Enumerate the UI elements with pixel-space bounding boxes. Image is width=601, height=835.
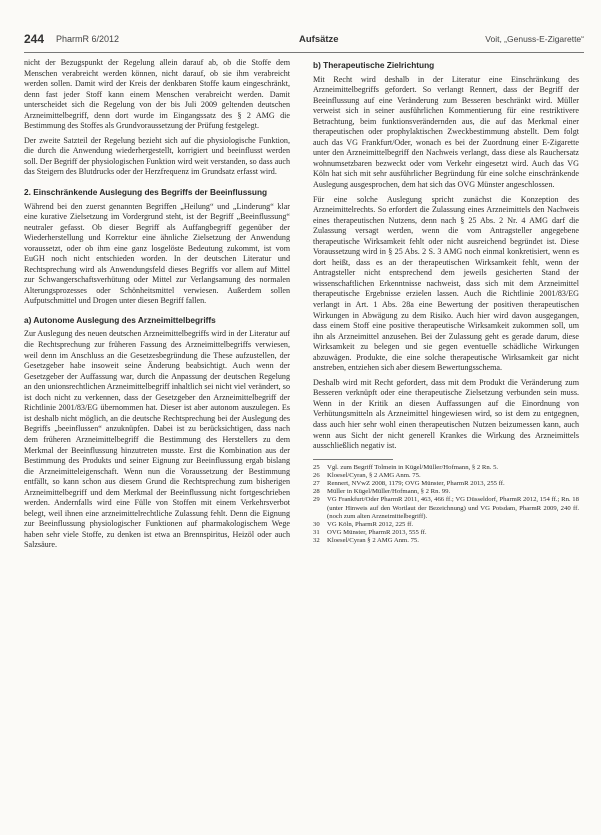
footnote: [313, 496, 579, 521]
footnote-number: 30: [313, 521, 320, 529]
footnote: [313, 529, 579, 537]
footnote-rule: [313, 459, 393, 460]
footnote-number: 28: [313, 488, 320, 496]
footnote-text: OVG Münster, PharmR 2013, 555 ff.: [327, 529, 427, 537]
footnote: [313, 464, 579, 472]
paragraph: Deshalb wird mit Recht gefordert, dass mit dem Produkt die Veränderung zum Besseren verknüpft oder eine therapeutische Zielsetzung verbunden sein muss. Wenn in der Kritik an diesen Auffassungen auf die Einordnung von Verhütungsmitteln als Arzneimittel hingewiesen wird, so ist dem zu entgegnen, dass auch hier sehr wohl einen therapeutischen Nutzen beizumessen kann, auch wenn aus Sicht der nicht generell Krankes die Wirkung des Arzneimittels ausschließlich negativ ist.: [313, 377, 579, 451]
footnote-number: 32: [313, 537, 320, 545]
footnote-number: 31: [313, 529, 320, 537]
footnotes: [313, 464, 579, 546]
footnote-text: VG Köln, PharmR 2012, 225 ff.: [327, 521, 414, 529]
header-rule: [24, 52, 584, 53]
footnote: [313, 488, 579, 496]
footnote-text: Müller in Kügel/Müller/Hofmann, § 2 Rn. 99.: [327, 488, 451, 496]
footnote-text: Rennert, NVwZ 2008, 1179; OVG Münster, PharmR 2013, 255 ff.: [327, 480, 505, 488]
running-title: Voit, „Genuss-E-Zigarette“: [485, 34, 584, 44]
section-heading: 2. Einschränkende Auslegung des Begriffs der Beeinflussung: [24, 187, 268, 198]
footnote: [313, 480, 579, 488]
journal-issue: PharmR 6/2012: [56, 34, 120, 44]
page-header: [24, 30, 584, 48]
paragraph: Während bei den zuerst genannten Begriffen „Heilung“ und „Linderung“ klar eine kurative Zielsetzung im Vordergrund steht, ist der Begriff „Beeinflussung“ neutraler gefasst. Ob dieser Begriff als Auffangbegriff gegenüber der Wiederherstellung und Korrektur eine ähnliche Zielsetzung der Anwendung voraussetzt, oder ob ihm eine ganz losgelöste Bedeutung zukommt, ist vom EuGH noch nicht entschieden worden. In der deutschen Literatur und Rechtsprechung wird als Anwendungsfeld dieses Begriffs vor allem auf Mittel zur Schwangerschaftsverhütung oder Mittel zur Verlangsamung des normalen Alterungsprozesses oder Schönheitsmittel verwiesen. Außerdem sollen Aufputschmittel und Drogen unter diesen Begriff fallen.: [24, 201, 290, 306]
footnote-text: Vgl. zum Begriff Tolmein in Kügel/Müller/Hofmann, § 2 Rn. 5.: [327, 463, 499, 471]
paragraph: Mit Recht wird deshalb in der Literatur eine Einschränkung des Arzneimittelbegriffs gefordert. So verlangt Rennert, dass der Begriff der Beeinflussung auf eine Veränderung zum Besseren beschränkt wird. Müller verweist sich in seiner ausführlichen Kommentierung für eine restriktivere Betrachtung, beim funktionsverändernden aus, die auf das Merkmal einer therapeutischen oder prophylaktischen Zweckbestimmung abstellt. Dem folgt auch das VG Frankfurt/Oder, wonach es bei der Zuordnung einer E-Zigarette unter den Arzneimittelbegriff den Nachweis verlangt, dass diese als Rauchersatz wohnumsetzbaren bezweckt oder vom Verkehr eingesetzt wird. Auch das VG Köln hat sich mit sehr ausführlicher Begründung für eine solche einschränkende Auslegung ausgesprochen, dem hat sich das OVG Münster angeschlossen.: [313, 74, 579, 189]
paragraph: Für eine solche Auslegung spricht zunächst die Konzeption des Arzneimittelrechts. So erfordert die Zulassung eines Arzneimittels den Nachweis eines therapeutischen Nutzens, denn nach § 25 Abs. 2 Nr. 4 AMG darf die Zulassung versagt werden, wenn die vom Antragsteller angegebene therapeutische Wirksamkeit fehlt oder nicht ausreichend begründet ist. Diese Voraussetzung wird in § 25 Abs. 2 S. 3 AMG noch einmal konkretisiert, wenn es dort heißt, dass es an der therapeutischen Wirksamkeit fehlt, wenn der Antragsteller nicht entsprechend dem jeweils gesicherten Stand der wissenschaftlichen Erkenntnisse nachweist, dass sich mit dem Arzneimittel therapeutische Ergebnisse erzielen lassen. Auch die Richtlinie 2001/83/EG verlangt in Art. 1 Abs. 28a eine Bewertung der positiven therapeutischen Wirkungen in Abwägung zu dem Risiko. Auch hier wird davon ausgegangen, dass einem Stoff eine positive therapeutische Wirksamkeit zukommen soll, um ihn als Arzneimittel anzusehen. Bei der Zulassung geht es gerade darum, diese Wirksamkeit zu belegen und sie gegen eventuelle schädliche Wirkungen abzuwägen. Produkte, die eine solche therapeutische Wirksamkeit gar nicht anstreben, entziehen sich aber diesem Bewertungsschema.: [313, 194, 579, 373]
footnote-number: 29: [313, 496, 320, 504]
right-column: [313, 58, 579, 546]
footnote: [313, 472, 579, 480]
subsection-heading: b) Therapeutische Zielrichtung: [313, 60, 435, 70]
paragraph: Zur Auslegung des neuen deutschen Arzneimittelbegriffs wird in der Literatur auf die Rechtsprechung zur früheren Fassung des Arzneimittelbegriffs verwiesen, weil denn im Anschluss an die Gesetzesbegründung die These aufzustellen, der Gesetzgeber habe insoweit seine Änderung beabsichtigt. Auch wenn der Gesetzgeber der Auffassung war, durch die Anpassung der deutschen Regelung an den unionsrechtlichen Arzneimittelbegriff inhaltlich sei nicht viel verändert, so ist doch nicht zu verkennen, dass der Gesetzgeber den Arzneimittelbegriff der Richtlinie 2001/83/EG übernommen hat. Dieser ist aber autonom auszulegen. Es ist deshalb nicht möglich, an die deutsche Rechtsprechung bei der Auslegung des Begriffs „beeinflussen“ anzuknüpfen. Dabei ist zu berücksichtigen, dass nach dem früheren Arzneimittelbegriff die Bestimmung des Herstellers zu dem Merkmal der Beeinflussung hinzutreten musste. Erst die Kombination aus der Bestimmung des Produkts und seiner Eignung zur Beeinflussung ergab bislang die Arzneimitteleigenschaft. Wenn nun die Voraussetzung der Bestimmung entfällt, so kann schon aus diesem Grund die Rechtsprechung zum bisherigen Arzneimittelbegriff und dem Merkmal der Beeinflussung nicht fortgeschrieben werden. Andernfalls wird eine Fülle von Stoffen mit einem Verkehrsverbot belegt, weil ihnen eine arzneimittelrechtliche Zulassung fehlt. Denn die Eignung zur Beeinflussung physiologischer Funktionen auf pharmakologischem Wege haben sehr viele Stoffe, zu denken ist etwa an Brennspiritus, Heizöl oder auch Salzsäure.: [24, 329, 290, 550]
page-number: 244: [24, 32, 45, 46]
footnote: [313, 537, 579, 545]
footnote-number: 25: [313, 463, 320, 471]
footnote-number: 26: [313, 471, 320, 479]
paragraph: nicht der Bezugspunkt der Regelung allein darauf ab, ob die Stoffe dem Menschen verabreicht werden können, nicht darauf, ob sie ihm verabreicht werden sollen. Damit wird der Kreis der denkbaren Stoffe kaum eingeschränkt, denn fast jeder Stoff kann einem Menschen verabreicht werden. Damit unterscheidet sich die Regelung von der bis Juli 2009 geltenden deutschen Arzneimittelbegriff, denn dort wurde im Eingangssatz des § 2 AMG die Bestimmung des Stoffes als Grundvoraussetzung der Prüfung festgelegt.: [24, 58, 290, 131]
footnote-text: Kloesel/Cyran, § 2 AMG Anm. 75.: [327, 471, 421, 479]
footnote-text: VG Frankfurt/Oder PharmR 2011, 463, 466 ff.; VG Düsseldorf, PharmR 2012, 154 ff.; Rn. 18 (unter Hinweis auf den Wortlaut der Bezeichnung) und VG Potsdam, PharmR 2009, 240 ff. (noch zum alten Arzneimittelbegriff).: [327, 496, 579, 520]
subsection-heading: a) Autonome Auslegung des Arzneimittelbegriffs: [24, 314, 216, 325]
footnote-text: Kloesel/Cyran § 2 AMG Anm. 75.: [327, 537, 419, 545]
left-column: [24, 58, 290, 555]
section-label: Aufsätze: [299, 34, 339, 45]
footnote: [313, 521, 579, 529]
paragraph: Der zweite Satzteil der Regelung bezieht sich auf die physiologische Funktion, die durch die Anwendung wiederhergestellt, korrigiert und beeinflusst werden soll. Der Begriff der physiologischen Funktion wird weit verstanden, so dass auch das Steigern des Blutdrucks oder der Herzfrequenz im Grundsatz erfasst wird.: [24, 135, 290, 177]
footnote-number: 27: [313, 480, 320, 488]
